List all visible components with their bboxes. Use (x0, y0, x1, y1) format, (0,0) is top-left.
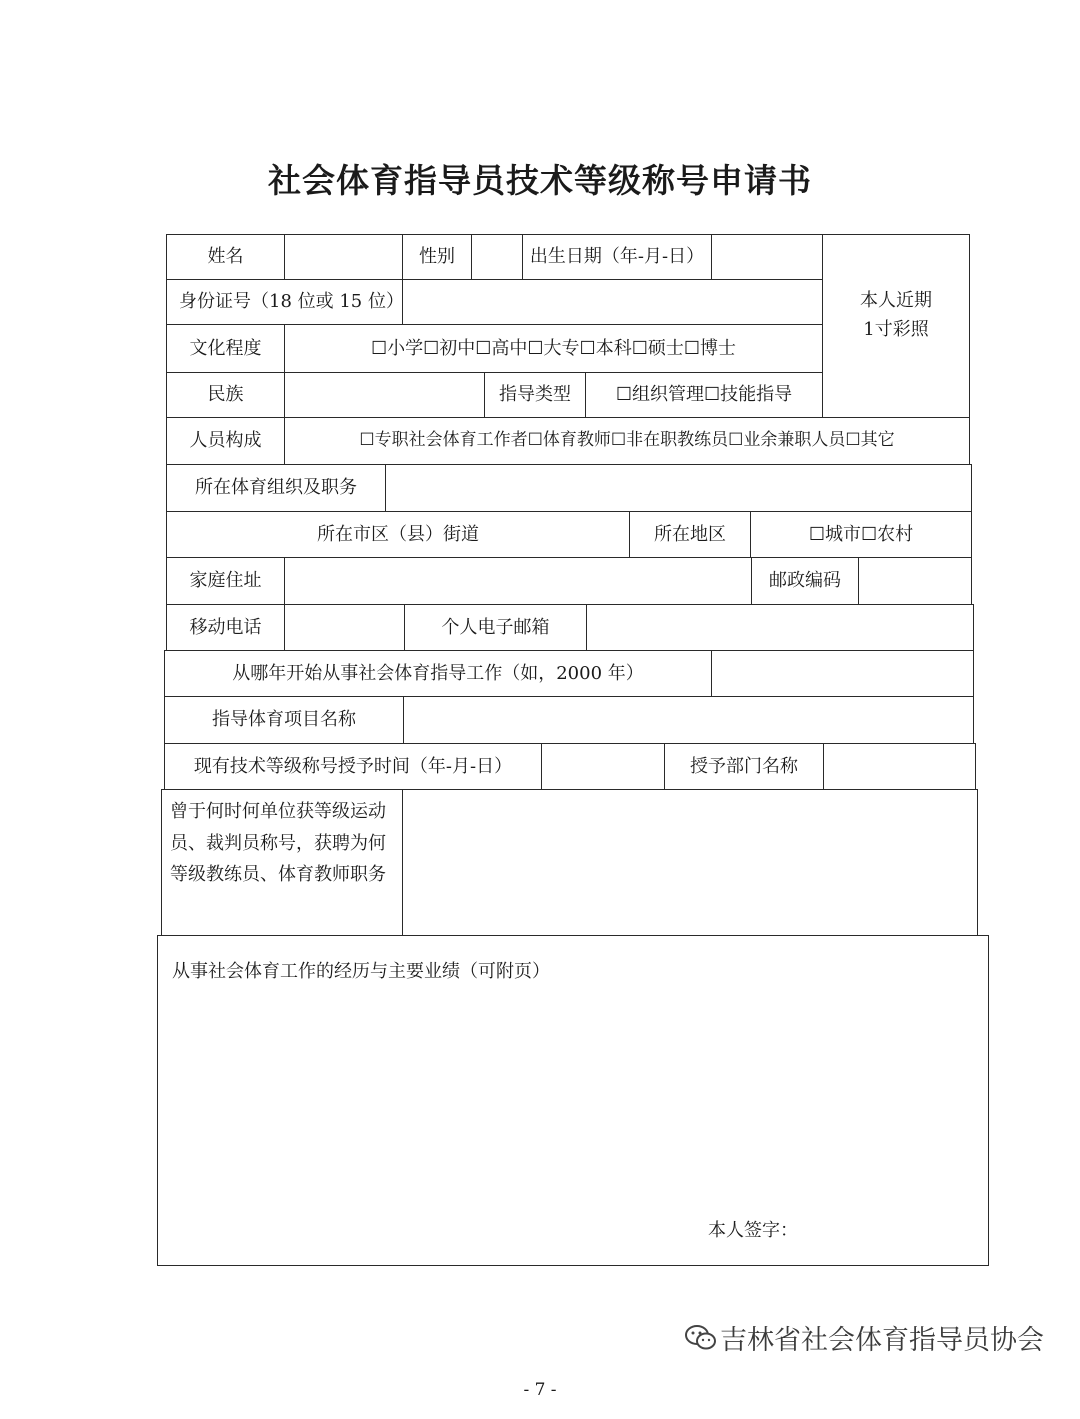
past-titles-cell (161, 789, 403, 936)
personnel-type-options[interactable]: ☐专职社会体育工作者☐体育教师☐非在职教练员☐业余兼职人员☐其它 (284, 417, 970, 465)
education-options[interactable]: ☐小学☐初中☐高中☐大专☐本科☐硕士☐博士 (284, 324, 823, 373)
signature-label: 本人签字： (708, 1220, 798, 1241)
photo-box[interactable] (822, 234, 970, 418)
guidance-type-options[interactable]: ☐组织管理☐技能指导 (585, 372, 823, 418)
experience-label: 从事社会体育工作的经历与主要业绩（可附页） (172, 961, 550, 982)
document-title: 社会体育指导员技术等级称号申请书 (268, 161, 812, 200)
past-titles-label: 曾于何时何单位获等级运动员、裁判员称号，获聘为何等级教练员、体育教师职务 (170, 801, 386, 885)
footer-source: 吉林省社会体育指导员协会 (720, 1325, 1044, 1356)
home-address-label: 家庭住址 (166, 557, 285, 605)
start-year-label: 从哪年开始从事社会体育指导工作（如，2000 年） (164, 650, 712, 697)
sport-name-input[interactable] (403, 696, 974, 744)
name-label: 姓名 (166, 234, 285, 280)
past-titles-input[interactable] (402, 789, 978, 936)
postal-code-label: 邮政编码 (751, 557, 859, 605)
gender-input[interactable] (471, 234, 523, 280)
region-options[interactable]: ☐城市☐农村 (750, 511, 972, 558)
region-label: 所在地区 (629, 511, 751, 558)
ethnicity-input[interactable] (284, 372, 485, 418)
birth-date-label: 出生日期（年-月-日） (522, 234, 712, 280)
birth-date-input[interactable] (711, 234, 823, 280)
mobile-phone-input[interactable] (284, 604, 405, 651)
education-label: 文化程度 (166, 324, 285, 373)
current-grade-date-input[interactable] (541, 743, 665, 790)
wechat-icon (683, 1320, 719, 1356)
email-input[interactable] (586, 604, 974, 651)
ethnicity-label: 民族 (166, 372, 285, 418)
id-number-input[interactable] (402, 279, 823, 325)
mobile-phone-label: 移动电话 (166, 604, 285, 651)
page-number: - 7 - (523, 1380, 557, 1400)
photo-label: 本人近期 1寸彩照 (860, 290, 932, 340)
start-year-input[interactable] (711, 650, 974, 697)
awarding-department-input[interactable] (823, 743, 976, 790)
email-label: 个人电子邮箱 (404, 604, 587, 651)
guidance-type-label: 指导类型 (484, 372, 586, 418)
awarding-department-label: 授予部门名称 (664, 743, 824, 790)
experience-input[interactable] (157, 935, 989, 1266)
name-input[interactable] (284, 234, 403, 280)
organization-position-input[interactable] (385, 464, 972, 512)
home-address-input[interactable] (284, 557, 752, 605)
current-grade-date-label: 现有技术等级称号授予时间（年-月-日） (164, 743, 542, 790)
gender-label: 性别 (402, 234, 472, 280)
id-number-label: 身份证号（18 位或 15 位） (166, 279, 403, 325)
city-district-street-label: 所在市区（县）街道 (166, 511, 630, 558)
organization-position-label: 所在体育组织及职务 (166, 464, 386, 512)
sport-name-label: 指导体育项目名称 (164, 696, 404, 744)
postal-code-input[interactable] (858, 557, 972, 605)
personnel-type-label: 人员构成 (166, 417, 285, 465)
